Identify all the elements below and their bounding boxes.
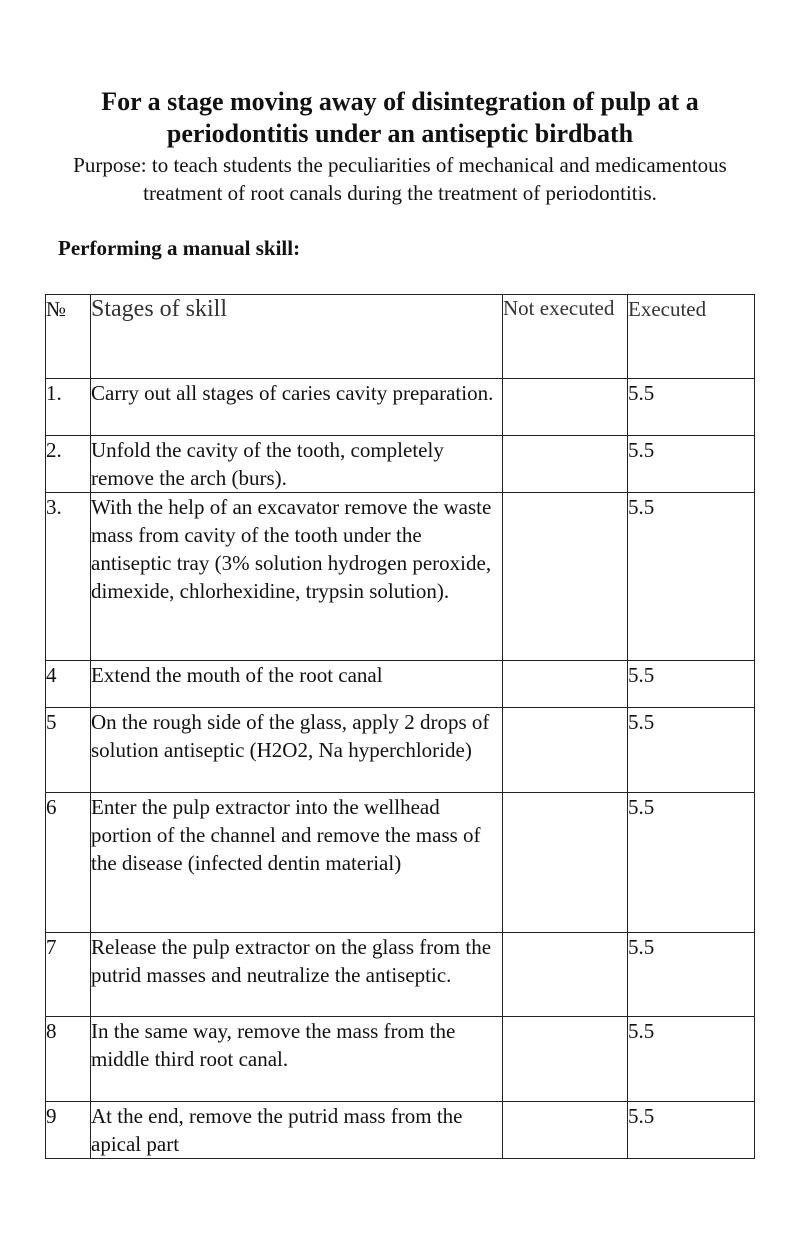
row-number: 8 bbox=[46, 1017, 91, 1102]
row-stage: Release the pulp extractor on the glass from the putrid masses and neutralize the antiseptic. bbox=[91, 933, 503, 1017]
row-stage: Unfold the cavity of the tooth, completely remove the arch (burs). bbox=[91, 436, 503, 493]
table-row bbox=[46, 1017, 755, 1102]
row-stage: Enter the pulp extractor into the wellhead portion of the channel and remove the mass of the disease (infected dentin material) bbox=[91, 793, 503, 933]
header-executed: Executed bbox=[628, 295, 755, 379]
row-number: 9 bbox=[46, 1102, 91, 1159]
table-row bbox=[46, 436, 755, 493]
row-executed: 5.5 bbox=[628, 1017, 755, 1102]
row-number: 7 bbox=[46, 933, 91, 1017]
table-row bbox=[46, 493, 755, 661]
row-executed: 5.5 bbox=[628, 379, 755, 436]
row-number: 1. bbox=[46, 379, 91, 436]
row-not-executed bbox=[503, 933, 628, 1017]
row-number: 6 bbox=[46, 793, 91, 933]
row-number: 3. bbox=[46, 493, 91, 661]
row-executed: 5.5 bbox=[628, 708, 755, 793]
header-stages: Stages of skill bbox=[91, 295, 503, 379]
row-not-executed bbox=[503, 708, 628, 793]
table-row bbox=[46, 708, 755, 793]
row-number: 2. bbox=[46, 436, 91, 493]
table-row bbox=[46, 1102, 755, 1159]
row-executed: 5.5 bbox=[628, 661, 755, 708]
row-executed: 5.5 bbox=[628, 1102, 755, 1159]
table-row bbox=[46, 933, 755, 1017]
skills-table bbox=[45, 294, 755, 1159]
header-not-executed: Not executed bbox=[503, 295, 628, 379]
header-number: № bbox=[46, 295, 91, 379]
row-number: 4 bbox=[46, 661, 91, 708]
table-row bbox=[46, 793, 755, 933]
row-stage: At the end, remove the putrid mass from the apical part bbox=[91, 1102, 503, 1159]
row-not-executed bbox=[503, 1102, 628, 1159]
row-not-executed bbox=[503, 793, 628, 933]
row-stage: On the rough side of the glass, apply 2 drops of solution antiseptic (H2O2, Na hyperchloride) bbox=[91, 708, 503, 793]
row-stage: Carry out all stages of caries cavity preparation. bbox=[91, 379, 503, 436]
row-stage: With the help of an excavator remove the waste mass from cavity of the tooth under the antiseptic tray (3% solution hydrogen peroxide, dimexide, chlorhexidine, trypsin solution). bbox=[91, 493, 503, 661]
row-stage: In the same way, remove the mass from the middle third root canal. bbox=[91, 1017, 503, 1102]
row-executed: 5.5 bbox=[628, 793, 755, 933]
table-row bbox=[46, 379, 755, 436]
table-row bbox=[46, 661, 755, 708]
row-executed: 5.5 bbox=[628, 493, 755, 661]
row-not-executed bbox=[503, 436, 628, 493]
skill-heading: Performing a manual skill: bbox=[58, 236, 301, 260]
table-header-row bbox=[46, 295, 755, 379]
row-not-executed bbox=[503, 493, 628, 661]
purpose-text: Purpose: to teach students the peculiarities of mechanical and medicamentous treatment of root canals during the treatment of periodontitis. bbox=[73, 153, 727, 205]
row-stage: Extend the mouth of the root canal bbox=[91, 661, 503, 708]
row-executed: 5.5 bbox=[628, 933, 755, 1017]
row-not-executed bbox=[503, 661, 628, 708]
row-number: 5 bbox=[46, 708, 91, 793]
row-not-executed bbox=[503, 379, 628, 436]
row-executed: 5.5 bbox=[628, 436, 755, 493]
row-not-executed bbox=[503, 1017, 628, 1102]
document-title: For a stage moving away of disintegration of pulp at a periodontitis under an antiseptic birdbath bbox=[101, 87, 699, 148]
